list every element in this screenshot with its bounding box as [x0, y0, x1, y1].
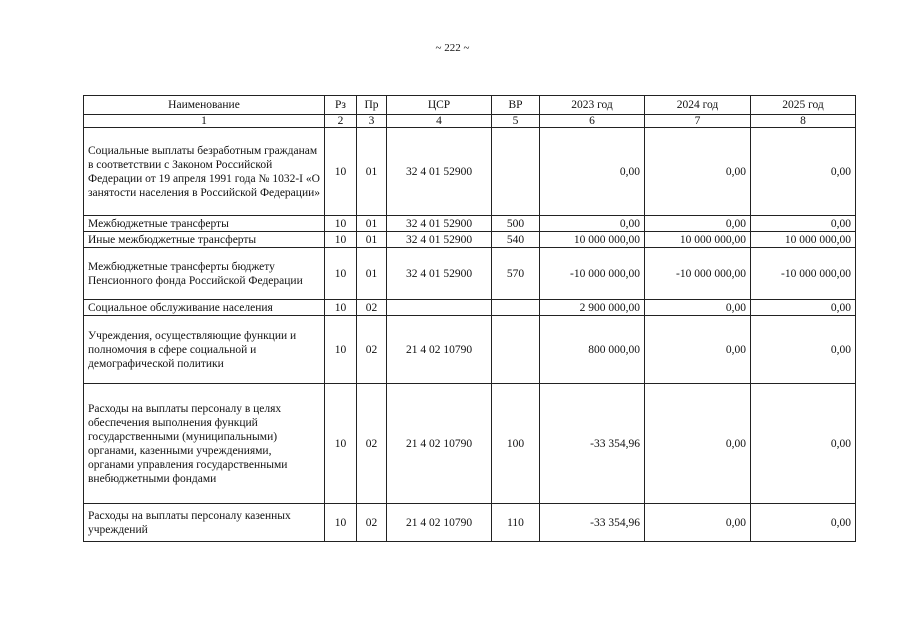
row-vr: 500 [492, 216, 540, 232]
row-2025: 0,00 [751, 216, 856, 232]
header-name: Наименование [84, 96, 325, 115]
row-vr: 110 [492, 504, 540, 542]
table-row [84, 216, 856, 232]
row-vr: 100 [492, 384, 540, 504]
table-row [84, 248, 856, 300]
column-number: 4 [387, 115, 492, 128]
row-pr: 01 [357, 128, 387, 216]
row-pr: 01 [357, 248, 387, 300]
row-csr: 32 4 01 52900 [387, 248, 492, 300]
row-csr [387, 300, 492, 316]
row-2025: 10 000 000,00 [751, 232, 856, 248]
row-rz: 10 [325, 300, 357, 316]
row-rz: 10 [325, 504, 357, 542]
row-2025: 0,00 [751, 128, 856, 216]
row-2023: 0,00 [540, 128, 645, 216]
row-2024: 0,00 [645, 316, 751, 384]
column-number: 1 [84, 115, 325, 128]
row-rz: 10 [325, 216, 357, 232]
row-csr: 32 4 01 52900 [387, 232, 492, 248]
row-vr: 570 [492, 248, 540, 300]
header-pr: Пр [357, 96, 387, 115]
row-name: Расходы на выплаты персоналу казенных учреждений [84, 504, 325, 542]
header-rz: Рз [325, 96, 357, 115]
row-2023: -10 000 000,00 [540, 248, 645, 300]
column-number: 3 [357, 115, 387, 128]
budget-table [83, 95, 856, 542]
row-name: Социальное обслуживание населения [84, 300, 325, 316]
table-row [84, 316, 856, 384]
header-2025: 2025 год [751, 96, 856, 115]
row-rz: 10 [325, 248, 357, 300]
row-2023: 0,00 [540, 216, 645, 232]
row-name: Учреждения, осуществляющие функции и полномочия в сфере социальной и демографической политики [84, 316, 325, 384]
row-name: Межбюджетные трансферты [84, 216, 325, 232]
row-vr [492, 128, 540, 216]
table-row [84, 300, 856, 316]
table-row [84, 504, 856, 542]
row-2024: 0,00 [645, 300, 751, 316]
row-vr [492, 300, 540, 316]
row-2023: -33 354,96 [540, 384, 645, 504]
row-pr: 02 [357, 504, 387, 542]
column-number: 7 [645, 115, 751, 128]
row-pr: 01 [357, 216, 387, 232]
column-number: 8 [751, 115, 856, 128]
row-2023: -33 354,96 [540, 504, 645, 542]
table-row [84, 384, 856, 504]
row-rz: 10 [325, 316, 357, 384]
row-2025: -10 000 000,00 [751, 248, 856, 300]
row-csr: 21 4 02 10790 [387, 384, 492, 504]
row-2024: 0,00 [645, 216, 751, 232]
row-2024: 0,00 [645, 504, 751, 542]
column-number-row [84, 115, 856, 128]
row-csr: 32 4 01 52900 [387, 216, 492, 232]
row-2023: 10 000 000,00 [540, 232, 645, 248]
row-pr: 02 [357, 384, 387, 504]
row-rz: 10 [325, 384, 357, 504]
row-rz: 10 [325, 128, 357, 216]
page-number: ~ 222 ~ [435, 42, 470, 54]
row-2023: 2 900 000,00 [540, 300, 645, 316]
row-rz: 10 [325, 232, 357, 248]
column-number: 2 [325, 115, 357, 128]
row-csr: 32 4 01 52900 [387, 128, 492, 216]
column-number: 6 [540, 115, 645, 128]
row-vr [492, 316, 540, 384]
column-number: 5 [492, 115, 540, 128]
row-2025: 0,00 [751, 316, 856, 384]
row-csr: 21 4 02 10790 [387, 316, 492, 384]
row-2024: 10 000 000,00 [645, 232, 751, 248]
row-2024: 0,00 [645, 128, 751, 216]
row-2023: 800 000,00 [540, 316, 645, 384]
row-2025: 0,00 [751, 504, 856, 542]
row-pr: 02 [357, 316, 387, 384]
row-2024: 0,00 [645, 384, 751, 504]
header-2023: 2023 год [540, 96, 645, 115]
header-row [84, 96, 856, 115]
table-row [84, 128, 856, 216]
row-2025: 0,00 [751, 300, 856, 316]
row-csr: 21 4 02 10790 [387, 504, 492, 542]
header-vr: ВР [492, 96, 540, 115]
header-csr: ЦСР [387, 96, 492, 115]
row-2025: 0,00 [751, 384, 856, 504]
row-name: Иные межбюджетные трансферты [84, 232, 325, 248]
row-name: Межбюджетные трансферты бюджету Пенсионного фонда Российской Федерации [84, 248, 325, 300]
row-vr: 540 [492, 232, 540, 248]
row-pr: 02 [357, 300, 387, 316]
row-name: Социальные выплаты безработным гражданам в соответствии с Законом Российской Федерации от 19 апреля 1991 года № 1032-I «О занятости населения в Российской Федерации» [84, 128, 325, 216]
table-row [84, 232, 856, 248]
header-2024: 2024 год [645, 96, 751, 115]
row-name: Расходы на выплаты персоналу в целях обеспечения выполнения функций государственными (муниципальными) органами, казенными учреждениями, органами управления государственными внебюджетными фондами [84, 384, 325, 504]
row-pr: 01 [357, 232, 387, 248]
row-2024: -10 000 000,00 [645, 248, 751, 300]
